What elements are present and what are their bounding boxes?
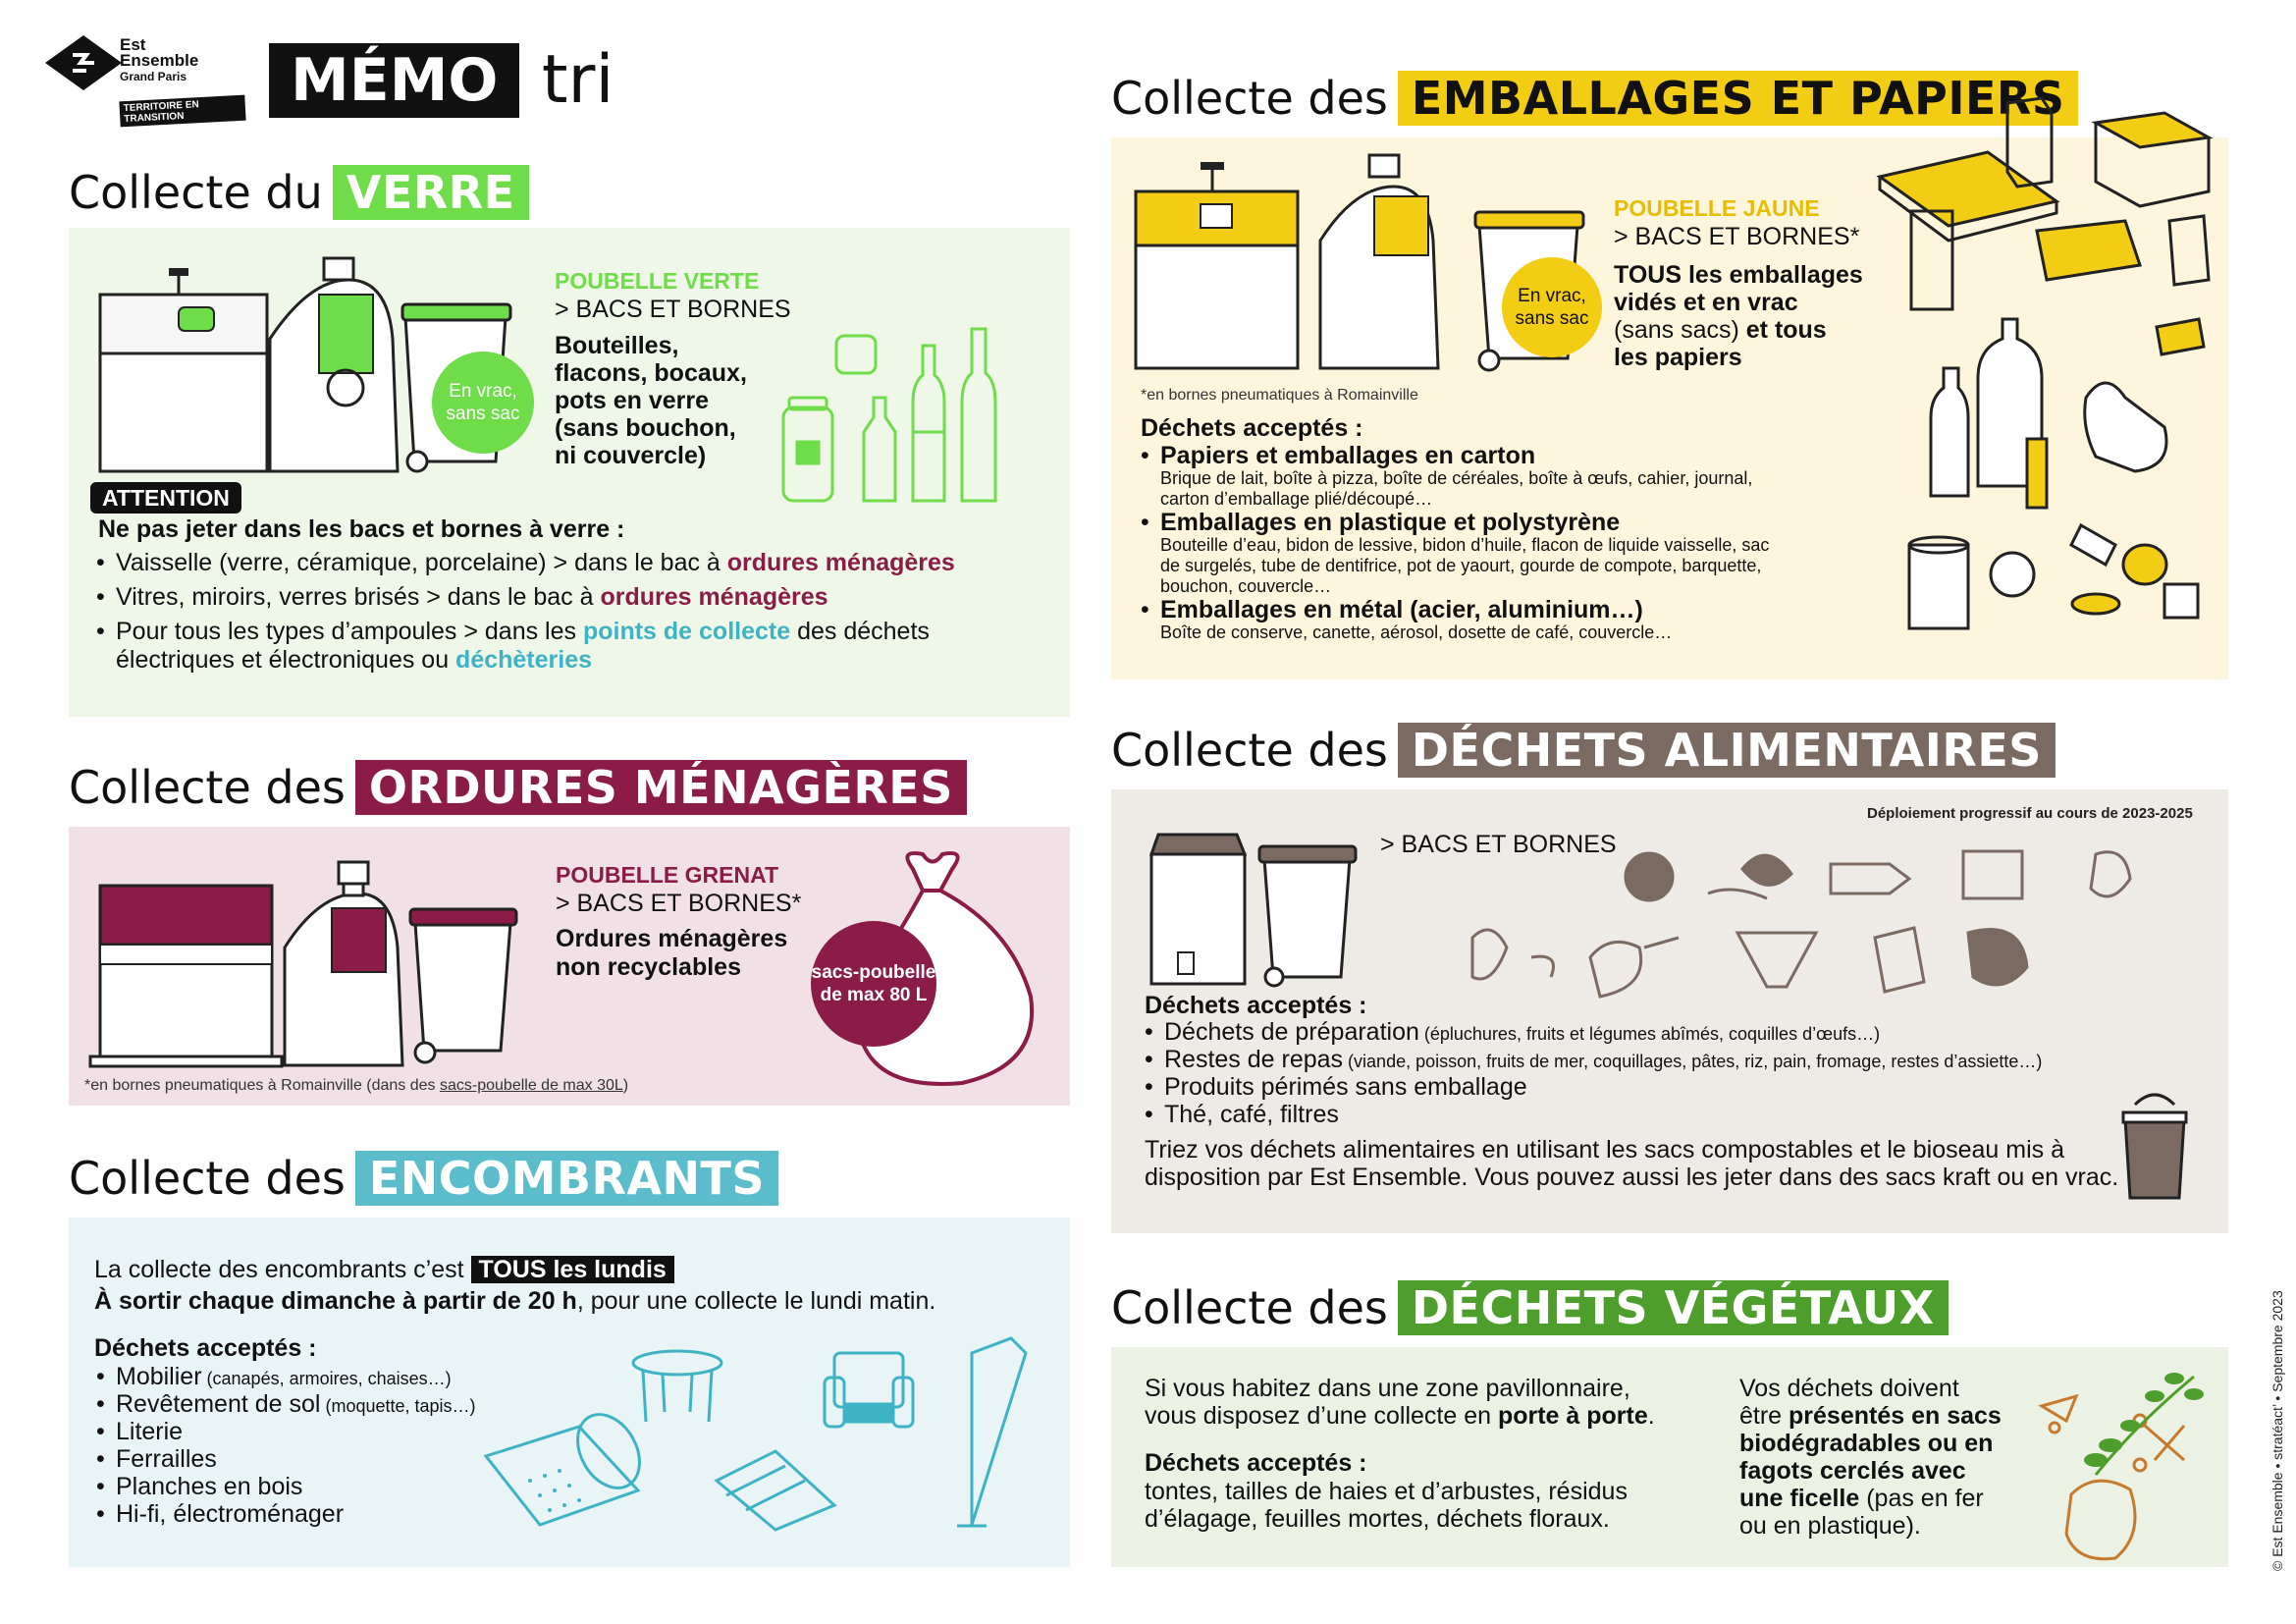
emballages-poubelle: POUBELLE JAUNE: [1614, 195, 1820, 221]
encombrants-item: • Literie: [94, 1418, 476, 1445]
verre-title-prefix: Collecte du: [69, 166, 323, 219]
encombrants-title-prefix: Collecte des: [69, 1152, 346, 1205]
tri-label: tri: [541, 41, 614, 119]
verre-desc-line3: pots en verre: [555, 387, 710, 414]
verre-tag: VERRE: [333, 165, 529, 220]
memo-title: [269, 43, 614, 120]
ordures-desc-line2: non recyclables: [556, 953, 741, 981]
alimentaires-footer: [1145, 1136, 2118, 1191]
vegetaux-p1: Si vous habitez dans une zone pavillonnaire, vous disposez d’une collecte en porte à porte.: [1145, 1375, 1655, 1430]
emballages-desc: TOUS les emballages vidés et en vrac (sans sacs) et tous les papiers: [1614, 261, 1863, 371]
alimentaires-item: • Thé, café, filtres: [1143, 1101, 2183, 1128]
glass-bottles-icon: [775, 324, 1021, 506]
encombrants-furniture-icon: [481, 1333, 1031, 1530]
logo-line1: Est: [120, 35, 146, 54]
memo-label: MÉMO: [269, 43, 519, 118]
encombrants-line1: La collecte des encombrants c’est TOUS les lundis: [94, 1256, 674, 1284]
logo-diamond-icon: [43, 33, 124, 92]
ordures-bacs: > BACS ET BORNES*: [556, 890, 802, 917]
alimentaires-title-prefix: Collecte des: [1111, 724, 1388, 777]
emballages-title-prefix: Collecte des: [1111, 72, 1388, 125]
encombrants-item: • Ferrailles: [94, 1445, 476, 1473]
emballages-note: *en bornes pneumatiques à Romainville: [1141, 387, 1418, 404]
emballages-item: • Emballages en plastique et polystyrène Bouteille d’eau, bidon de lessive, bidon d’huile, flacon de liquide vaisselle, sac de surgelés, tube de dentifrice, pot de yaourt, gourde de compote, barquette, bouchon, couvercle…: [1139, 510, 1885, 597]
verre-poubelle: POUBELLE VERTE: [555, 268, 760, 294]
alimentaires-item: • Produits périmés sans emballage: [1143, 1073, 2183, 1101]
emballages-tag: EMBALLAGES ET PAPIERS: [1398, 71, 2079, 126]
ordures-circle-line1: sacs-poubelle: [811, 962, 936, 983]
encombrants-line2: À sortir chaque dimanche à partir de 20 h, pour une collecte le lundi matin.: [94, 1287, 936, 1315]
food-waste-icon: [1453, 839, 2160, 1006]
alimentaires-title: [1111, 723, 2056, 778]
encombrants-list: [94, 1363, 476, 1528]
verre-warning-list: [94, 549, 1056, 675]
verre-desc-line5: ni couvercle): [555, 442, 707, 469]
copyright: © Est Ensemble • stratéact’ • Septembre 2023: [2269, 1290, 2285, 1571]
verre-circle: [432, 352, 534, 454]
encombrants-accepted: Déchets acceptés :: [94, 1334, 317, 1362]
emballages-list: [1139, 443, 1885, 643]
encombrants-item: • Hi-fi, électroménager: [94, 1500, 476, 1528]
verre-circle-line2: sans sac: [446, 404, 520, 424]
ordures-circle: [811, 921, 936, 1047]
vegetaux-title: [1111, 1280, 1949, 1335]
verre-desc-line4: (sans bouchon,: [555, 414, 736, 442]
vegetaux-title-prefix: Collecte des: [1111, 1281, 1388, 1334]
alimentaires-bacs: > BACS ET BORNES: [1380, 831, 1617, 858]
verre-desc-line1: Bouteilles,: [555, 332, 679, 359]
ordures-poubelle: POUBELLE GRENAT: [556, 862, 779, 888]
logo-line2: Ensemble: [120, 51, 199, 70]
alimentaires-list: [1143, 1018, 2183, 1128]
emballages-circle-line1: En vrac,: [1518, 286, 1586, 306]
verre-desc-line2: flacons, bocaux,: [555, 359, 747, 387]
alimentaires-footer-line1: Triez vos déchets alimentaires en utilisant les sacs compostables et le bioseau mis à: [1145, 1136, 2065, 1164]
ordures-desc: [556, 925, 787, 982]
verre-warning-title: Ne pas jeter dans les bacs et bornes à verre :: [98, 515, 625, 543]
bioseau-icon: [2120, 1085, 2189, 1203]
verre-warning-item1: • Vaisselle (verre, céramique, porcelaine) > dans le bac à ordures ménagères: [94, 549, 1056, 577]
emballages-bacs: > BACS ET BORNES*: [1614, 223, 1860, 250]
encombrants-item: • Mobilier (canapés, armoires, chaises…): [94, 1363, 476, 1390]
emballages-accepted: Déchets acceptés :: [1141, 414, 1363, 442]
alimentaires-containers-icon: [1148, 825, 1360, 987]
alimentaires-item: • Déchets de préparation (épluchures, fruits et légumes abîmés, coquilles d’œufs…): [1143, 1018, 2183, 1046]
ordures-desc-line1: Ordures ménagères: [556, 925, 788, 952]
vegetaux-p2: tontes, tailles de haies et d’arbustes, résidus d’élagage, feuilles mortes, déchets floraux.: [1145, 1478, 1628, 1533]
vegetaux-tag: DÉCHETS VÉGÉTAUX: [1398, 1280, 1949, 1335]
emballages-circle: [1502, 257, 1602, 357]
verre-warning-item2: • Vitres, miroirs, verres brisés > dans le bac à ordures ménagères: [94, 583, 1056, 612]
encombrants-title: [69, 1151, 778, 1206]
verre-attention-badge: ATTENTION: [90, 482, 241, 514]
vegetaux-right: Vos déchets doivent être présentés en sacs biodégradables ou en fagots cerclés avec une ficelle (pas en fer ou en plastique).: [1739, 1375, 2002, 1540]
emballages-circle-line2: sans sac: [1515, 308, 1589, 329]
encombrants-item: • Revêtement de sol (moquette, tapis…): [94, 1390, 476, 1418]
alimentaires-deploy: Déploiement progressif au cours de 2023-2025: [1867, 805, 2193, 822]
alimentaires-tag: DÉCHETS ALIMENTAIRES: [1398, 723, 2056, 778]
ordures-title: [69, 760, 967, 815]
alimentaires-accepted: Déchets acceptés :: [1145, 992, 1367, 1019]
encombrants-tag: ENCOMBRANTS: [355, 1151, 778, 1206]
ordures-circle-line2: de max 80 L: [820, 985, 928, 1005]
encombrants-lundis-badge: TOUS les lundis: [471, 1256, 674, 1283]
emballages-item: • Papiers et emballages en carton Brique de lait, boîte à pizza, boîte de céréales, boîte à œufs, cahier, journal, carton d’emballage plié/découpé…: [1139, 443, 1885, 510]
encombrants-item: • Planches en bois: [94, 1473, 476, 1500]
verre-warning-item3: • Pour tous les types d’ampoules > dans les points de collecte des déchets électriques et électroniques ou déchèteries: [94, 618, 1056, 675]
logo-line4: TERRITOIRE EN TRANSITION: [119, 95, 245, 128]
logo-line3: Grand Paris: [120, 70, 187, 83]
ordures-containers-icon: [98, 864, 520, 1070]
ordures-note: *en bornes pneumatiques à Romainville (dans des sacs-poubelle de max 30L): [84, 1077, 629, 1094]
verre-title: [69, 165, 529, 220]
logo: [43, 33, 230, 127]
ordures-title-prefix: Collecte des: [69, 761, 346, 814]
alimentaires-footer-line2: disposition par Est Ensemble. Vous pouvez aussi les jeter dans des sacs kraft ou en vrac.: [1145, 1164, 2119, 1191]
garden-waste-icon: [2037, 1367, 2214, 1563]
emballages-item: • Emballages en métal (acier, aluminium…) Boîte de conserve, canette, aérosol, dosette de café, couvercle…: [1139, 597, 1885, 643]
verre-desc: [555, 332, 747, 469]
verre-bacs: > BACS ET BORNES: [555, 296, 791, 323]
vegetaux-accepted: Déchets acceptés :: [1145, 1449, 1367, 1477]
verre-circle-line1: En vrac,: [449, 381, 517, 402]
ordures-tag: ORDURES MÉNAGÈRES: [355, 760, 967, 815]
packaging-items-icon: [1870, 93, 2223, 643]
alimentaires-item: • Restes de repas (viande, poisson, fruits de mer, coquillages, pâtes, riz, pain, fromage, restes d’assiette…): [1143, 1046, 2183, 1073]
